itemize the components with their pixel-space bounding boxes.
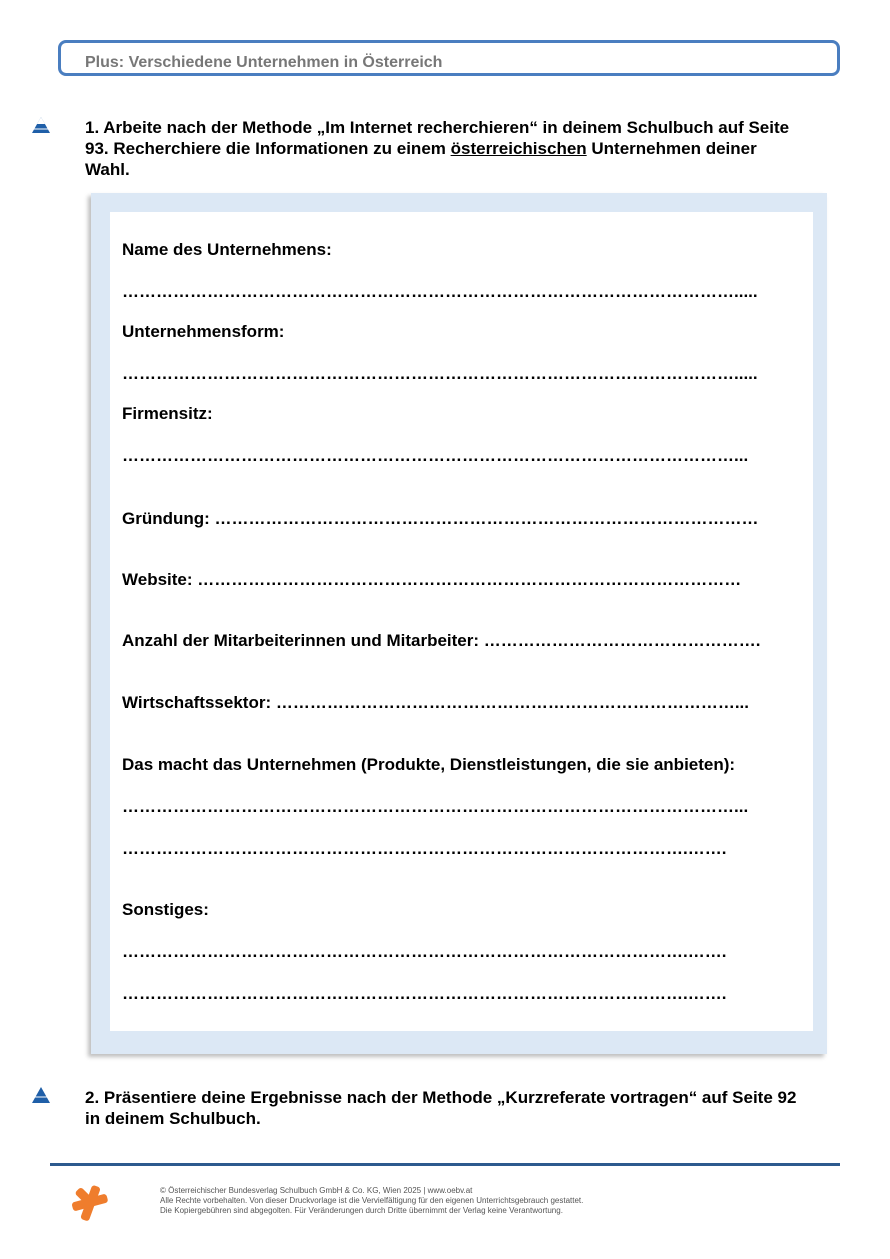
mountain-level-icon xyxy=(32,117,50,133)
company-name-label: Name des Unternehmens: xyxy=(122,240,332,259)
task-2-line-1: 2. Präsentiere deine Ergebnisse nach der Methode „Kurzreferate vortragen“ auf Seite 92 xyxy=(85,1088,797,1107)
header-box xyxy=(58,40,840,76)
business-activity-field-2[interactable]: ……………………………………………………………………………………….……. xyxy=(122,839,727,858)
footer-divider xyxy=(50,1163,840,1166)
misc-label: Sonstiges: xyxy=(122,900,209,919)
task-2-line-2: in deinem Schulbuch. xyxy=(85,1109,261,1128)
employees-field[interactable]: Anzahl der Mitarbeiterinnen und Mitarbeiter: …………………………………………. xyxy=(122,631,761,650)
form-panel xyxy=(110,212,813,1031)
publisher-logo-icon xyxy=(70,1183,110,1223)
task-1-line-3: Wahl. xyxy=(85,160,130,179)
footer-line-1: © Österreichischer Bundesverlag Schulbuch GmbH & Co. KG, Wien 2025 | www.oebv.at xyxy=(160,1186,473,1195)
task-1-line-2: 93. Recherchiere die Informationen zu einem österreichischen Unternehmen deiner xyxy=(85,139,757,158)
form-frame xyxy=(91,193,827,1054)
company-form-field[interactable]: ………………………………………………………………………………………………..... xyxy=(122,364,758,383)
business-activity-label: Das macht das Unternehmen (Produkte, Dienstleistungen, die sie anbieten): xyxy=(122,755,736,774)
founding-field[interactable]: Gründung: …………………………………………………………………………………… xyxy=(122,509,759,528)
page-title: Plus: Verschiedene Unternehmen in Österreich xyxy=(85,54,443,71)
footer-line-3: Die Kopiergebühren sind abgegolten. Für Veränderungen durch Dritte übernimmt der Verlag keine Verantwortung. xyxy=(160,1206,563,1215)
website-field[interactable]: Website: …………………………………………………………………………………… xyxy=(122,570,742,589)
misc-field-2[interactable]: ……………………………………………………………………………………….……. xyxy=(122,984,727,1003)
misc-field-1[interactable]: ……………………………………………………………………………………….……. xyxy=(122,942,727,961)
task-2-text xyxy=(85,1087,845,1129)
headquarters-field[interactable]: ………………………………………………………………………………………………... xyxy=(122,446,749,465)
headquarters-label: Firmensitz: xyxy=(122,404,213,423)
company-name-field[interactable]: ………………………………………………………………………………………………..... xyxy=(122,282,758,301)
business-activity-field-1[interactable]: ………………………………………………………………………………………………... xyxy=(122,797,749,816)
task-1-text xyxy=(85,117,845,180)
company-form-label: Unternehmensform: xyxy=(122,322,285,341)
mountain-level-icon xyxy=(32,1087,50,1103)
footer-line-2: Alle Rechte vorbehalten. Von dieser Druckvorlage ist die Vervielfältigung für den eigenen Unterrichtsgebrauch gestattet. xyxy=(160,1196,584,1205)
task-1-line-1: 1. Arbeite nach der Methode „Im Internet recherchieren“ in deinem Schulbuch auf Seite xyxy=(85,118,790,137)
economic-sector-field[interactable]: Wirtschaftssektor: ………………………………………………………………………... xyxy=(122,693,749,712)
footer-copyright xyxy=(160,1186,583,1216)
